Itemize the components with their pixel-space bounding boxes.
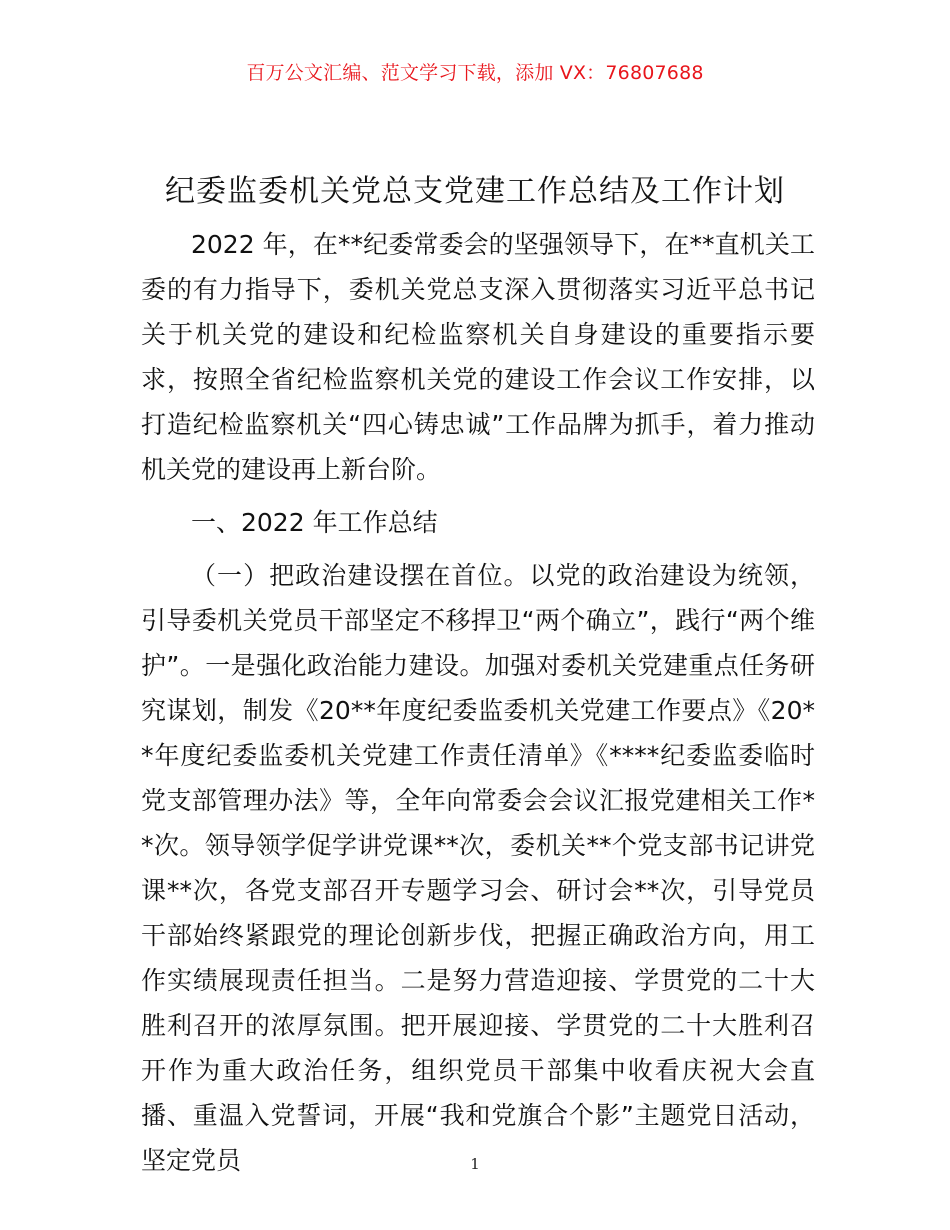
subsection-paragraph: （一）把政治建设摆在首位。以党的政治建设为统领，引导委机关党员干部坚定不移捍卫“两个确立”，践行“两个维护”。一是强化政治能力建设。加强对委机关党建重点任务研究谋划，制发《20**年度纪委监委机关党建工作要点》《20**年度纪委监委机关党建工作责任清单》《****纪委监委临时党支部管理办法》等，全年向常委会会议汇报党建相关工作**次。领导领学促学讲党课**次，委机关**个党支部书记讲党课**次，各党支部召开专题学习会、研讨会**次，引导党员干部始终紧跟党的理论创新步伐，把握正确政治方向，用工作实绩展现责任担当。二是努力营造迎接、学贯党的二十大胜利召开的浓厚氛围。把开展迎接、学贯党的二十大胜利召开作为重大政治任务，组织党员干部集中收看庆祝大会直播、重温入党誓词，开展“我和党旗合个影”主题党日活动，坚定党员 — [141, 561, 815, 1175]
header-ad-text: 百万公文汇编、范文学习下载，添加 VX：76807688 — [246, 62, 704, 84]
document-body — [141, 222, 815, 1183]
document-title: 纪委监委机关党总支党建工作总结及工作计划 — [165, 174, 785, 209]
intro-paragraph: 2022 年，在**纪委常委会的坚强领导下，在**直机关工委的有力指导下，委机关党总支深入贯彻落实习近平总书记关于机关党的建设和纪检监察机关自身建设的重要指示要求，按照全省纪检监察机关党的建设工作会议工作安排，以打造纪检监察机关“四心铸忠诚”工作品牌为抓手，着力推动机关党的建设再上新台阶。 — [141, 230, 815, 484]
section-heading: 一、2022 年工作总结 — [191, 508, 438, 537]
page-number: 1 — [470, 1155, 480, 1173]
